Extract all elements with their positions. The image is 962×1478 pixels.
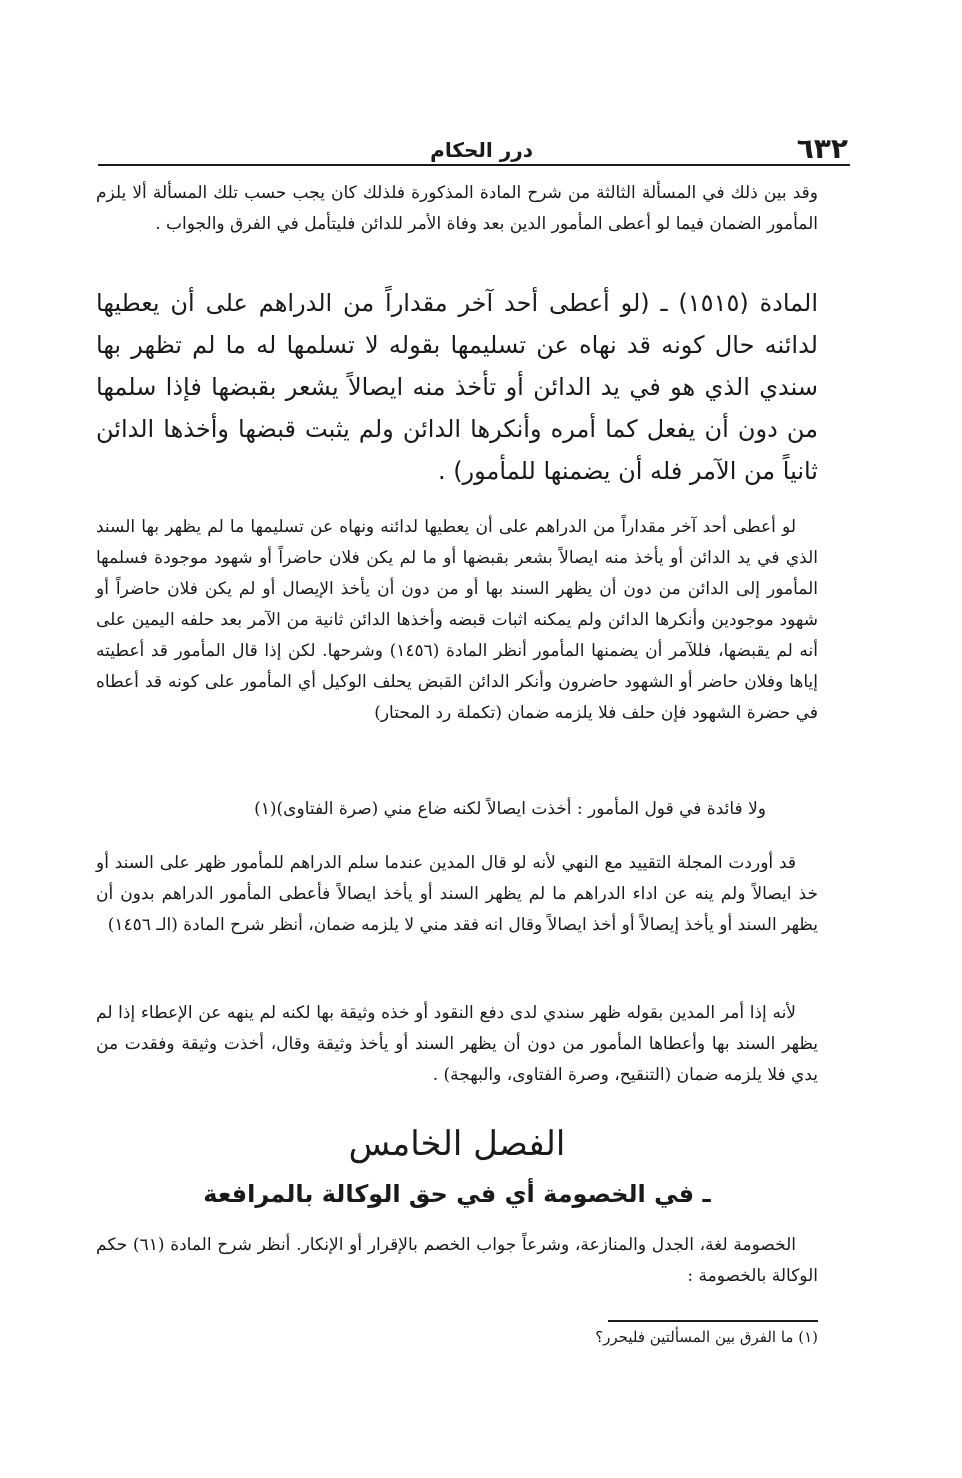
- commentary-paragraph-2: ولا فائدة في قول المأمور : أخذت ايصالاً لكنه ضاع مني (صرة الفتاوى)(١): [254, 799, 766, 819]
- article-text: المادة (١٥١٥) ـ (لو أعطى أحد آخر مقداراً من الدراهم على أن يعطيها لدائنه حال كونه قد نهاه عن تسليمها بقوله لا تسلمها له ما لم تظهر بها سندي الذي هو في يد الدائن أو تأخذ منه ايصالاً يشعر بقبضها فإذا سلمها من دون أن يفعل كما أمره وأنكرها الدائن ولم يثبت قبضها وأخذها الدائن ثانياً من الآمر فله أن يضمنها للمأمور) .: [96, 289, 819, 485]
- intro-paragraph: وقد بين ذلك في المسألة الثالثة من شرح المادة المذكورة فلذلك كان يجب حسب تلك المسألة ألا يلزم المأمور الضمان فيما لو أعطى المأمور الدين بعد وفاة الأمر للدائن فليتأمل في الفرق والجواب .: [96, 183, 818, 234]
- footnote-rule: [608, 1320, 818, 1322]
- commentary-paragraph-3: قد أوردت المجلة التقييد مع النهي لأنه لو قال المدين عندما سلم الدراهم للمأمور ظهر على السند أو خذ ايصالاً ولم ينه عن اداء الدراهم ما لم يظهر السند أو يأخذ ايصالاً فأعطى المأمور الدراهم بدون أن يظهر السند أو يأخذ إيصالاً أو أخذ ايصالاً وقال انه فقد مني لا يلزمه ضمان، أنظر شرح المادة (الـ ١٤٥٦): [96, 853, 818, 935]
- commentary-paragraph-1: لو أعطى أحد آخر مقداراً من الدراهم على أن يعطيها لدائنه ونهاه عن تسليمها ما لم يظهر بها السند الذي في يد الدائن أو يأخذ منه ايصالاً بشعر بقبضها أو ما لم يكن فلان حاضراً أو شهود موجودة فسلمها المأمور إلى الدائن من دون أن يظهر السند بها أو من دون أن يأخذ الإيصال أو لم يكن فلان حاضراً أو شهود موجودين وأنكرها الدائن ولم يمكنه اثبات قبضه وأخذها الدائن ثانية من الآمر بعد حلفه اليمين على أنه لم يقبضها، فللآمر أن يضمنها المأمور أنظر المادة (١٤٥٦) وشرحها. لكن إذا قال المأمور قد أعطيته إياها وفلان حاضر أو الشهود حاضرون وأنكر الدائن القبض يحلف الوكيل أي المأمور على كونه قد أعطاه في حضرة الشهود فإن حلف فلا يلزمه ضمان (تكملة رد المحتار): [96, 517, 819, 723]
- page-header: [98, 128, 848, 168]
- running-title: درر الحكام: [430, 138, 533, 162]
- footnote: (١) ما الفرق بين المسألتين فليحرر؟: [595, 1328, 818, 1346]
- commentary-paragraph-4: لأنه إذا أمر المدين بقوله ظهر سندي لدى دفع النقود أو خذه وثيقة بها لكنه لم ينهه عن الإعطاء إذا لم يظهر السند بها وأعطاها المأمور من دون أن يظهر السند أو يأخذ وثيقة وقال، أخذت وثيقة وفقدت من يدي فلا يلزمه ضمان (التنقيح، وصرة الفتاوى، والبهجة) .: [96, 1003, 818, 1085]
- header-rule: [98, 164, 850, 166]
- section-title: ـ في الخصومة أي في حق الوكالة بالمرافعة: [203, 1180, 711, 1208]
- page-number: ٦٣٢: [796, 132, 848, 165]
- chapter-intro-paragraph: الخصومة لغة، الجدل والمنازعة، وشرعاً جواب الخصم بالإقرار أو الإنكار. أنظر شرح المادة (٦١) حكم الوكالة بالخصومة :: [96, 1235, 818, 1286]
- chapter-title: الفصل الخامس: [348, 1124, 566, 1164]
